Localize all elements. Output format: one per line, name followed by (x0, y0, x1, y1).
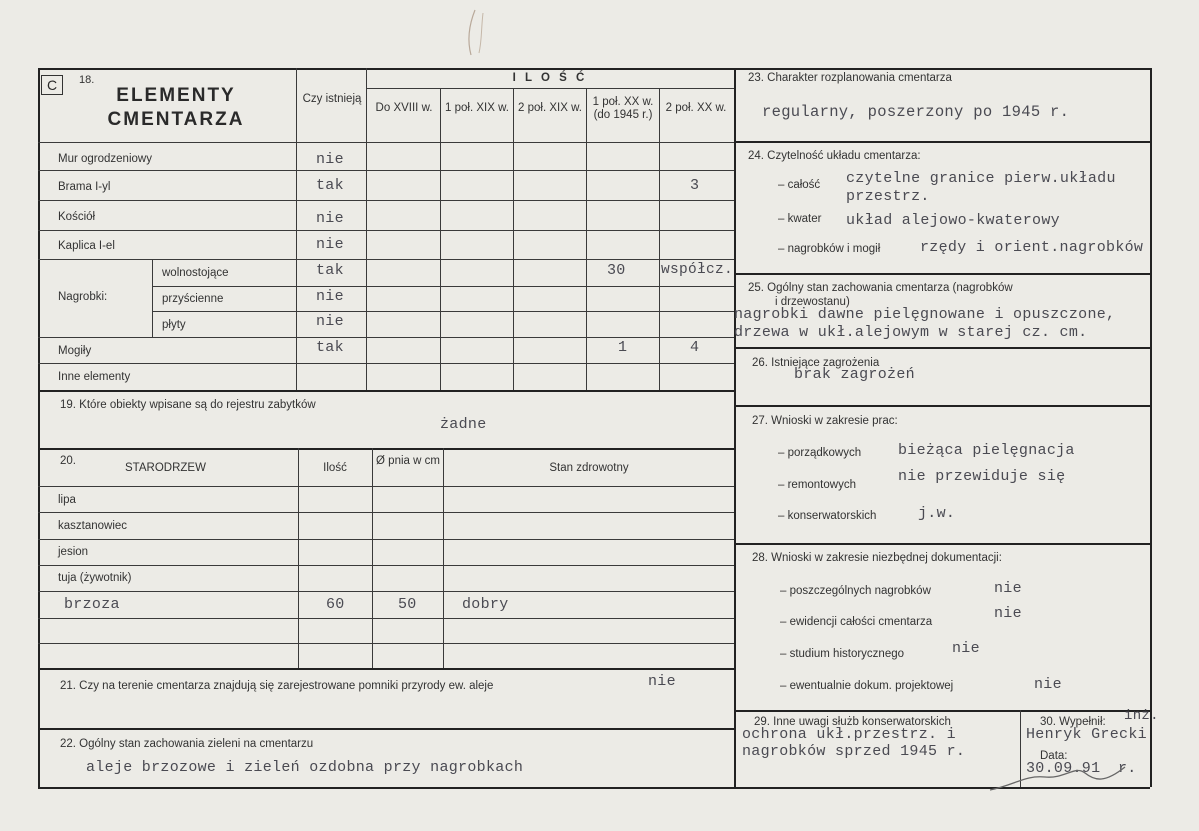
s28-item2-label: – ewidencji całości cmentarza (780, 616, 933, 628)
row-label-przyscienne: przyścienne (162, 293, 224, 305)
section18-title-line1: ELEMENTY (116, 85, 236, 106)
section25-value1: nagrobki dawne pielęgnowane i opuszczone, (734, 306, 1116, 323)
section30-title: inż. (1124, 708, 1159, 724)
section28-label: 28. Wnioski w zakresie niezbędnej dokumentacji: (752, 552, 1002, 564)
section26-value: brak zagrożeń (794, 366, 915, 383)
s24-nagrobkow-label: – nagrobków i mogił (778, 243, 881, 255)
section21-value: nie (648, 673, 676, 690)
col-header-2: 1 poł. XIX w. (445, 102, 509, 114)
s18-vline-2 (366, 68, 367, 390)
exists-mogily: tak (316, 339, 344, 356)
s28-item2-value: nie (994, 605, 1022, 622)
s28-hline-end (734, 710, 1150, 712)
section25-label1: 25. Ogólny stan zachowania cmentarza (nagrobków (748, 282, 1013, 294)
s18-vline-1 (296, 68, 297, 390)
s18-vline-6 (659, 88, 660, 390)
brzoza-pnia: 50 (398, 596, 417, 613)
col-header-4: 1 poł. XX w. (do 1945 r.) (592, 96, 654, 121)
s27-item3-value: j.w. (918, 505, 956, 522)
s20-vline-3 (443, 448, 444, 668)
section30-date-label: Data: (1040, 750, 1068, 762)
wolnostojace-1pol-xx: 30 (607, 262, 626, 279)
frame-bottom (38, 787, 1150, 789)
s20-col-stan: Stan zdrowotny (549, 462, 629, 474)
s18-vline-nagrobki (152, 260, 153, 337)
ilosc-header: I L O Ś Ć (512, 72, 588, 84)
paper-mark (455, 5, 495, 60)
s27-item3-label: – konserwatorskich (778, 510, 877, 522)
section21-label: 21. Czy na terenie cmentarza znajdują się zarejestrowane pomniki przyrody ew. aleje (60, 680, 494, 692)
section29-label: 29. Inne uwagi służb konserwatorskich (754, 716, 951, 728)
exists-kaplica: nie (316, 236, 344, 253)
s20-vline-1 (298, 448, 299, 668)
section29-value2: nagrobków sprzed 1945 r. (742, 743, 966, 760)
s20-hline-1 (38, 512, 734, 513)
col-header-1: Do XVIII w. (375, 102, 433, 114)
section23-value: regularny, poszerzony po 1945 r. (762, 103, 1070, 121)
tree-tuja: tuja (żywotnik) (58, 572, 132, 584)
s20-hline-2 (38, 539, 734, 540)
card-letter: C (46, 77, 58, 93)
exists-plyty: nie (316, 313, 344, 330)
s18-hline-6 (152, 311, 734, 312)
section23-label: 23. Charakter rozplanowania cmentarza (748, 72, 952, 84)
section22-label: 22. Ogólny stan zachowania zieleni na cmentarzu (60, 738, 314, 750)
section30-label: 30. Wypełnił: (1040, 716, 1106, 728)
s24-calosc-value2: przestrz. (846, 188, 930, 205)
section30-date-suffix: r. (1118, 760, 1137, 777)
ilosc-underline (366, 88, 734, 89)
s28-item3-label: – studium historycznego (780, 648, 905, 660)
brama-2pol-xx: 3 (690, 177, 700, 194)
row-label-inne: Inne elementy (58, 371, 131, 383)
s20-hline-end (38, 668, 734, 670)
section18-num: 18. (79, 74, 95, 86)
s20-hline-4 (38, 591, 734, 592)
s19-hline-end (38, 448, 734, 450)
section24-label: 24. Czytelność układu cmentarza: (748, 150, 921, 162)
s25-hline-end (734, 347, 1150, 349)
section18-title (76, 84, 276, 132)
s27-hline-end (734, 543, 1150, 545)
row-label-plyty: płyty (162, 319, 186, 331)
s24-nagrobkow-value: rzędy i orient.nagrobków (920, 239, 1144, 256)
row-label-nagrobki: Nagrobki: (58, 291, 108, 303)
s27-item1-value: bieżąca pielęgnacja (898, 442, 1075, 459)
s26-hline-end (734, 405, 1150, 407)
exists-kosciol: nie (316, 210, 344, 227)
s24-kwater-label: – kwater (778, 213, 822, 225)
section22-value: aleje brzozowe i zieleń ozdobna przy nagrobkach (86, 759, 524, 776)
s28-item1-value: nie (994, 580, 1022, 597)
s18-vline-5 (586, 88, 587, 390)
row-label-kosciol: Kościół (58, 211, 96, 223)
exists-wolnostojace: tak (316, 262, 344, 279)
section20-title: STARODRZEW (125, 462, 206, 474)
row-label-mur: Mur ogrodzeniowy (58, 153, 152, 165)
s20-hline-6 (38, 643, 734, 644)
s20-hline-5 (38, 618, 734, 619)
s21-hline-end (38, 728, 734, 730)
section26-label: 26. Istniejące zagrożenia (752, 357, 880, 369)
s20-col-ilosc: Ilość (323, 462, 347, 474)
col-header-3: 2 poł. XIX w. (518, 102, 582, 114)
row-label-mogily: Mogiły (58, 345, 92, 357)
section25-value2: drzewa w ukł.alejowym w starej cz. cm. (734, 324, 1088, 341)
s24-calosc-label: – całość (778, 179, 821, 191)
frame-top (38, 68, 1150, 70)
row-label-brama: Brama I-yl (58, 181, 111, 193)
s18-hline-2 (38, 200, 734, 201)
s24-hline-end (734, 273, 1150, 275)
frame-right (1150, 68, 1152, 787)
s28-item4-value: nie (1034, 676, 1062, 693)
s28-item3-value: nie (952, 640, 980, 657)
section19-value: żadne (440, 416, 487, 433)
s18-hline-3 (38, 230, 734, 231)
s27-item1-label: – porządkowych (778, 447, 862, 459)
s24-kwater-value: układ alejowo-kwaterowy (846, 212, 1060, 229)
card-letter-box (41, 75, 63, 95)
section19-label: 19. Które obiekty wpisane są do rejestru zabytków (60, 399, 316, 411)
s20-hline-3 (38, 565, 734, 566)
mogily-2pol-xx: 4 (690, 339, 700, 356)
s24-calosc-value1: czytelne granice pierw.układu (846, 170, 1116, 187)
signature-scribble (985, 755, 1135, 795)
s28-item1-label: – poszczególnych nagrobków (780, 585, 931, 597)
s18-hline-end (38, 390, 734, 392)
section27-label: 27. Wnioski w zakresie prac: (752, 415, 898, 427)
s18-hline-7 (38, 337, 734, 338)
tree-lipa: lipa (58, 494, 76, 506)
s18-hline-0 (38, 142, 734, 143)
exists-przyscienne: nie (316, 288, 344, 305)
s18-hline-4 (38, 259, 734, 260)
s27-item2-value: nie przewiduje się (898, 468, 1066, 485)
mogily-1pol-xx: 1 (618, 339, 628, 356)
s20-vline-2 (372, 448, 373, 668)
s20-hline-0 (38, 486, 734, 487)
s23-hline-end (734, 141, 1150, 143)
s20-col-pnia: Ø pnia w cm (376, 455, 440, 467)
section25-label2: i drzewostanu) (775, 296, 850, 308)
col-header-5: 2 poł. XX w. (665, 102, 727, 114)
section30-name: Henryk Grecki (1026, 726, 1147, 743)
tree-brzoza: brzoza (64, 596, 120, 613)
tree-jesion: jesion (58, 546, 89, 558)
s18-hline-8 (38, 363, 734, 364)
brzoza-ilosc: 60 (326, 596, 345, 613)
tree-kasztanowiec: kasztanowiec (58, 520, 128, 532)
section18-title-line2: CMENTARZA (107, 109, 245, 130)
frame-middle (734, 68, 736, 787)
section30-date: 30.09.91 (1026, 760, 1101, 777)
brzoza-stan: dobry (462, 596, 509, 613)
exists-mur: nie (316, 151, 344, 168)
exists-brama: tak (316, 177, 344, 194)
s27-item2-label: – remontowych (778, 479, 856, 491)
row-label-kaplica: Kaplica I-el (58, 240, 115, 252)
row-label-wolnostojace: wolnostojące (162, 267, 229, 279)
s18-vline-4 (513, 88, 514, 390)
s18-hline-1 (38, 170, 734, 171)
col-exists-header: Czy istnieją (302, 93, 362, 105)
wolnostojace-2pol-xx: współcz. (661, 262, 734, 278)
section20-num: 20. (60, 455, 76, 467)
s28-item4-label: – ewentualnie dokum. projektowej (780, 680, 954, 692)
section29-value1: ochrona ukł.przestrz. i (742, 726, 956, 743)
s18-vline-3 (440, 88, 441, 390)
s18-hline-5 (152, 286, 734, 287)
frame-left (38, 68, 40, 787)
